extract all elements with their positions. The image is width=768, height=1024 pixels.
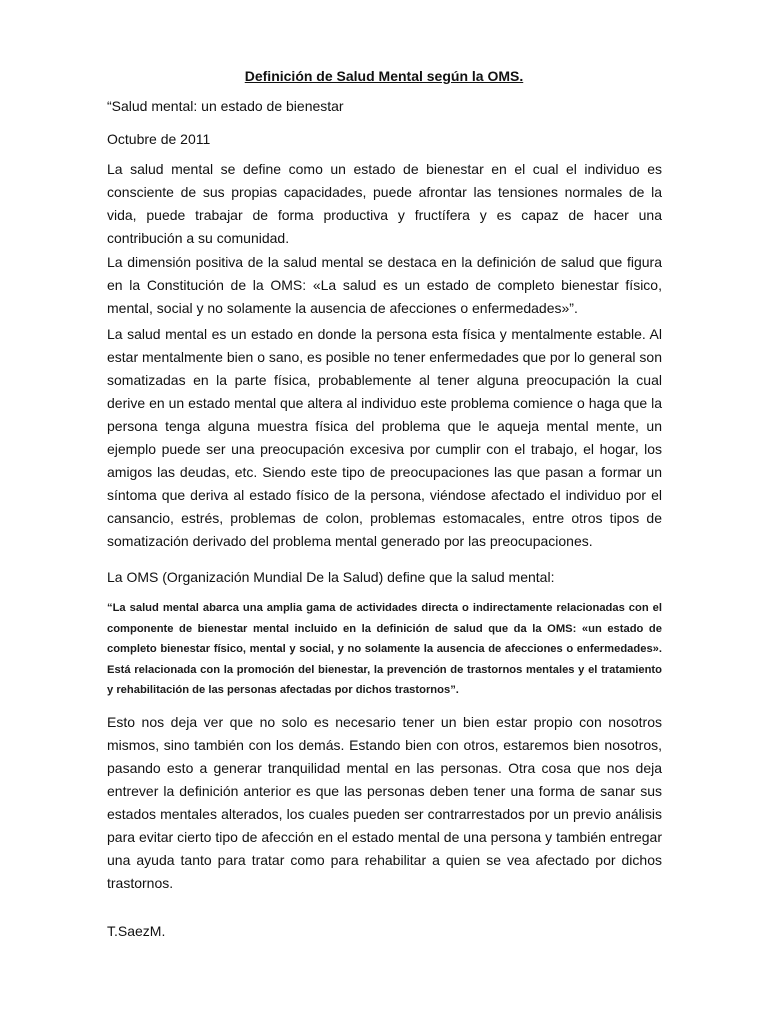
oms-quote: “La salud mental abarca una amplia gama de actividades directa o indirectamente relacionadas con el componente de bienestar mental incluido en la definición de salud que da la OMS: «un estado de completo bienestar físico, mental y social, y no solamente la ausencia de afecciones o enfermedades». Está relacionada con la promoción del bienestar, la prevención de trastornos mentales y el tratamiento y rehabilitación de las personas afectadas por dichos trastornos”.	[107, 602, 662, 696]
document-date: Octubre de 2011	[107, 131, 211, 147]
paragraph-definition: La salud mental se define como un estado de bienestar en el cual el individuo es consciente de sus propias capacidades, puede afrontar las tensiones normales de la vida, puede trabajar de forma productiva y fructífera y es capaz de hacer una contribución a su comunidad.	[107, 161, 662, 246]
signature: T.SaezM.	[107, 923, 166, 939]
paragraph-conclusion: Esto nos deja ver que no solo es necesario tener un bien estar propio con nosotros mismos, sino también con los demás. Estando bien con otros, estaremos bien nosotros, pasando esto a generar tranquilidad mental en las personas. Otra cosa que nos deja entrever la definición anterior es que las personas deben tener una forma de sanar sus estados mentales alterados, los cuales pueden ser contrarrestados por un previo análisis para evitar cierto tipo de afección en el estado mental de una persona y también entregar una ayuda tanto para tratar como para rehabilitar a quien se vea afectado por dichos trastornos.	[107, 714, 662, 891]
document-title: Definición de Salud Mental según la OMS.	[244, 68, 524, 84]
paragraph-oms-intro: La OMS (Organización Mundial De la Salud) define que la salud mental:	[107, 569, 555, 585]
paragraph-positive-dimension: La dimensión positiva de la salud mental se destaca en la definición de salud que figura en la Constitución de la OMS: «La salud es un estado de completo bienestar físico, mental, social y no solamente la ausencia de afecciones o enfermedades»”.	[107, 254, 662, 316]
document-subtitle: “Salud mental: un estado de bienestar	[107, 98, 344, 114]
paragraph-mental-stability: La salud mental es un estado en donde la persona esta física y mentalmente estable. Al estar mentalmente bien o sano, es posible no tener enfermedades que por lo general son somatizadas en la parte física, probablemente al tener alguna preocupación la cual derive en un estado mental que altera al individuo este problema comience o haga que la persona tenga alguna muestra física del problema que le aqueja mental mente, un ejemplo puede ser una preocupación excesiva por cumplir con el trabajo, el hogar, los amigos las deudas, etc. Siendo este tipo de preocupaciones las que pasan a formar un síntoma que deriva al estado físico de la persona, viéndose afectado el individuo por el cansancio, estrés, problemas de colon, problemas estomacales, entre otros tipos de somatización derivado del problema mental generado por las preocupaciones.	[107, 326, 662, 549]
